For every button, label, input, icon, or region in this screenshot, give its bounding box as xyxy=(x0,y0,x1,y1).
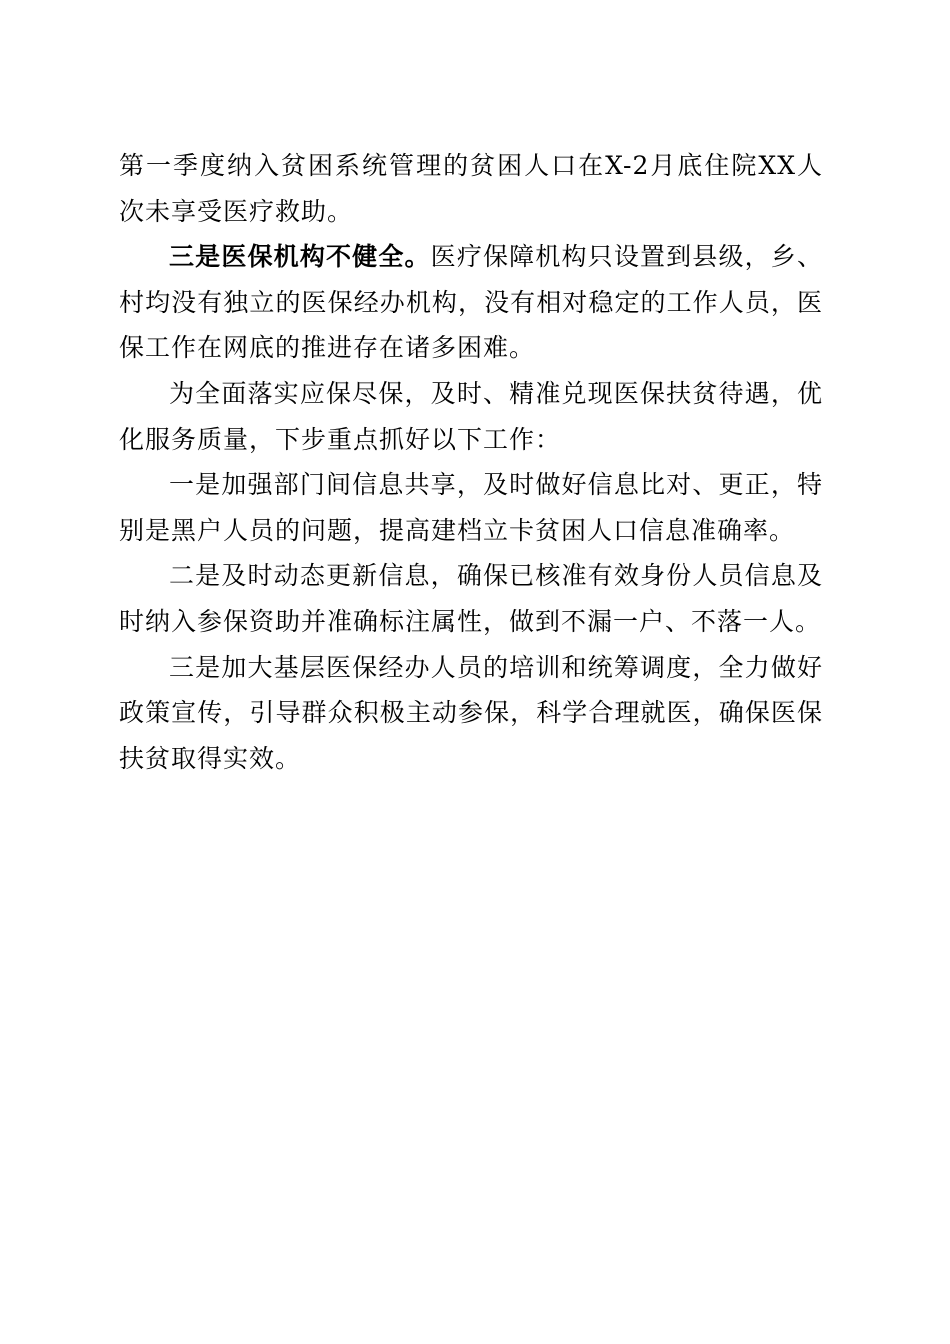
paragraph-text: 三是加大基层医保经办人员的培训和统筹调度，全力做好政策宣传，引导群众积极主动参保，科学合理就医，确保医保扶贫取得实效。 xyxy=(119,652,823,773)
paragraph-text: 为全面落实应保尽保，及时、精准兑现医保扶贫待遇，优化服务质量，下步重点抓好以下工作： xyxy=(119,378,823,454)
paragraph-text: 医疗保障机构只设置到县级，乡、村均没有独立的医保经办机构，没有相对稳定的工作人员，医保工作在网底的推进存在诸多困难。 xyxy=(119,242,823,363)
paragraph-text: 一是加强部门间信息共享，及时做好信息比对、更正，特别是黑户人员的问题，提高建档立卡贫困人口信息准确率。 xyxy=(119,470,823,545)
paragraph-task-one xyxy=(119,462,823,553)
document-body xyxy=(119,143,823,781)
paragraph-plan-intro xyxy=(119,371,823,462)
paragraph-text: 二是及时动态更新信息，确保已核准有效身份人员信息及时纳入参保资助并准确标注属性，做到不漏一户、不落一人。 xyxy=(119,561,823,636)
paragraph-issue-three xyxy=(119,234,823,371)
paragraph-task-three xyxy=(119,645,823,782)
paragraph-continuation xyxy=(119,143,823,234)
paragraph-heading: 三是医保机构不健全。 xyxy=(169,242,431,272)
paragraph-text: 第一季度纳入贫困系统管理的贫困人口在X-2月底住院XX人次未享受医疗救助。 xyxy=(119,151,823,226)
paragraph-task-two xyxy=(119,553,823,644)
